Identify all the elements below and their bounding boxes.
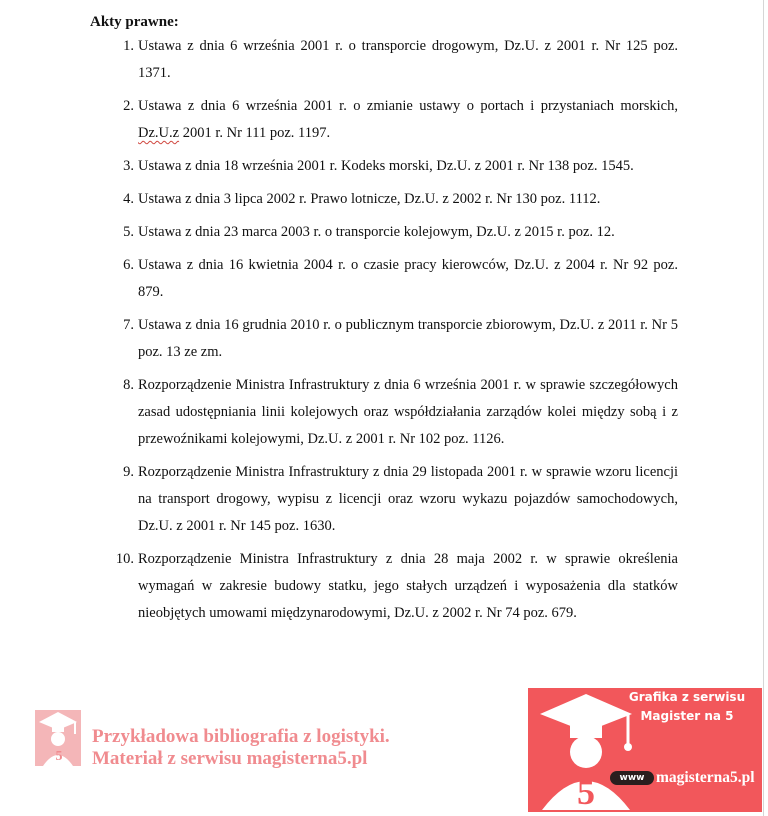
promo-title-line-1: Grafika z serwisu	[628, 690, 746, 704]
reference-item	[110, 153, 678, 180]
reference-text: Ustawa z dnia 16 grudnia 2010 r. o publicznym transporcie zbiorowym, Dz.U. z 2011 r. Nr 5 poz. 13 ze zm.	[138, 317, 678, 360]
reference-text: Ustawa z dnia 6 września 2001 r. o transporcie drogowym, Dz.U. z 2001 r. Nr 125 poz. 1371.	[138, 38, 678, 81]
reference-item	[110, 546, 678, 627]
www-badge: www	[610, 771, 654, 785]
reference-number: 1.	[123, 38, 134, 54]
reference-number: 2.	[123, 98, 134, 114]
reference-number: 10.	[115, 551, 134, 567]
reference-text: Ustawa z dnia 23 marca 2003 r. o transporcie kolejowym, Dz.U. z 2015 r. poz. 12.	[138, 224, 615, 240]
reference-text: 2001 r. Nr 111 poz. 1197.	[179, 125, 331, 141]
reference-number: 4.	[123, 191, 134, 207]
logo-digit: 5	[577, 772, 595, 810]
promo-url-text: magisterna5.pl	[656, 769, 755, 786]
promo-title-line-2: Magister na 5	[640, 709, 734, 723]
reference-text: Rozporządzenie Ministra Infrastruktury z dnia 6 września 2001 r. w sprawie szczegółowych zasad udostępniania linii kolejowych oraz współdziałania zarządów kolei między sobą i z przewoźnikami kolejowymi, Dz.U. z 2001 r. Nr 102 poz. 1126.	[138, 377, 678, 447]
promo-url	[610, 766, 755, 790]
reference-text: Ustawa z dnia 18 września 2001 r. Kodeks morski, Dz.U. z 2001 r. Nr 138 poz. 1545.	[138, 158, 634, 174]
reference-number: 5.	[123, 224, 134, 240]
reference-item	[110, 252, 678, 306]
reference-text: Rozporządzenie Ministra Infrastruktury z dnia 29 listopada 2001 r. w sprawie wzoru licencji na transport drogowy, wypisu z licencji oraz wzoru wykazu pojazdów samochodowych, Dz.U. z 2001 r. Nr 145 poz. 1630.	[138, 464, 678, 534]
reference-item	[110, 459, 678, 540]
reference-item	[110, 372, 678, 453]
legal-acts-list	[110, 33, 678, 633]
reference-number: 6.	[123, 257, 134, 273]
reference-item	[110, 312, 678, 366]
promo-box	[528, 688, 762, 812]
reference-item	[110, 93, 678, 147]
reference-number: 9.	[123, 464, 134, 480]
reference-text: Rozporządzenie Ministra Infrastruktury z dnia 28 maja 2002 r. w sprawie określenia wymagań w zakresie budowy statku, jego stałych urządzeń i wyposażenia dla statków nieobjętych umowami międzynarodowymi, Dz.U. z 2002 r. Nr 74 poz. 679.	[138, 551, 678, 621]
reference-text: Ustawa z dnia 16 kwietnia 2004 r. o czasie pracy kierowców, Dz.U. z 2004 r. Nr 92 poz. 879.	[138, 257, 678, 300]
watermark-caption	[92, 726, 390, 770]
reference-item	[110, 219, 678, 246]
reference-item	[110, 33, 678, 87]
reference-number: 3.	[123, 158, 134, 174]
watermark-line-2: Materiał z serwisu magisterna5.pl	[92, 748, 368, 769]
promo-title	[612, 688, 762, 726]
reference-item	[110, 186, 678, 213]
reference-number: 7.	[123, 317, 134, 333]
reference-text: Ustawa z dnia 6 września 2001 r. o zmianie ustawy o portach i przystaniach morskich,	[138, 98, 678, 114]
graduate-mark-icon	[33, 706, 83, 768]
page-right-border	[763, 0, 764, 816]
spellcheck-flagged-text: Dz.U.z	[138, 125, 180, 141]
reference-text: Ustawa z dnia 3 lipca 2002 r. Prawo lotnicze, Dz.U. z 2002 r. Nr 130 poz. 1112.	[138, 191, 601, 207]
mark-digit: 5	[55, 749, 63, 764]
section-heading: Akty prawne:	[90, 14, 179, 30]
reference-number: 8.	[123, 377, 134, 393]
watermark-line-1: Przykładowa bibliografia z logistyki.	[92, 726, 390, 747]
